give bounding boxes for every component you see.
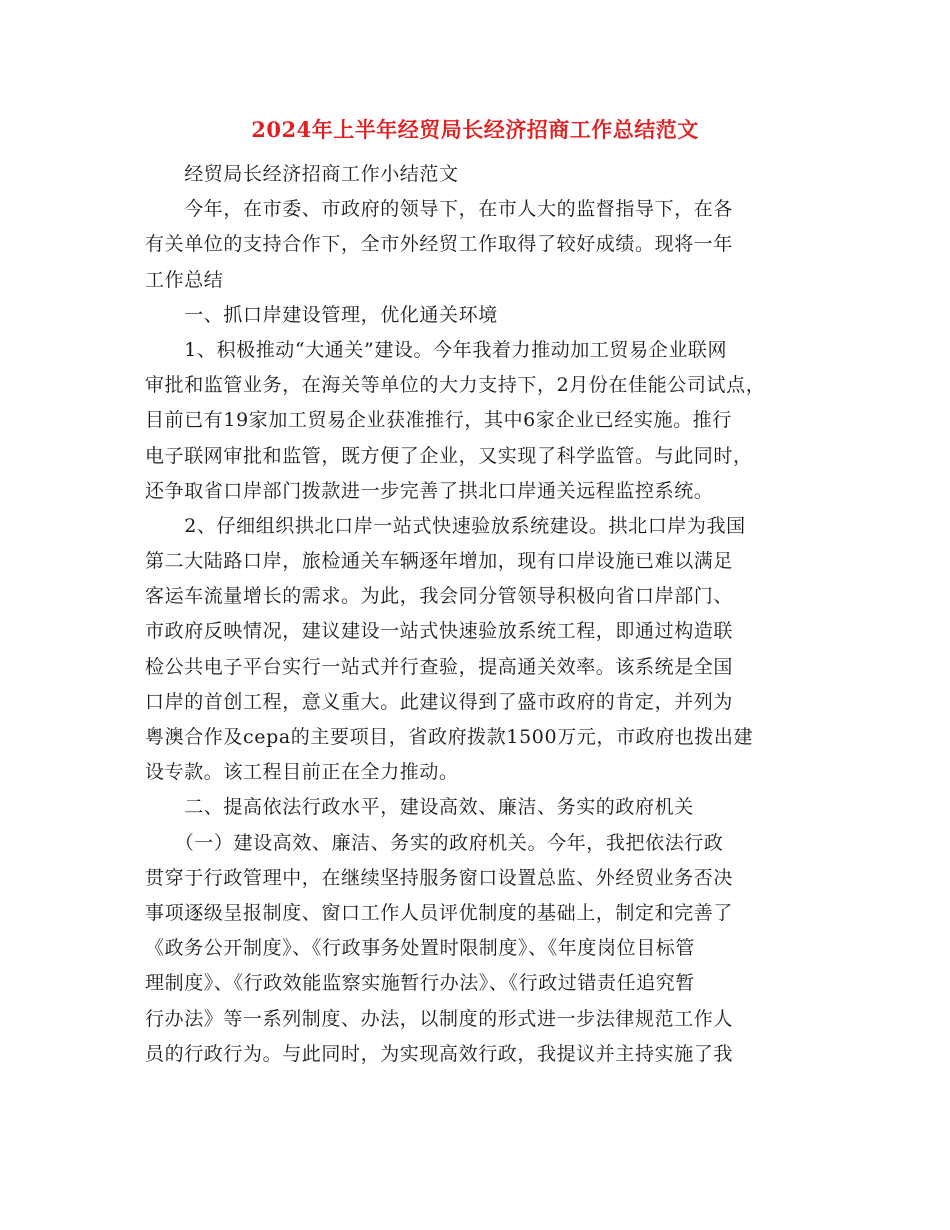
paragraph-line: 2、仔细组织拱北口岸一站式快速验放系统建设。拱北口岸为我国: [145, 514, 746, 537]
paragraph-line: 理制度》、《行政效能监察实施暂行办法》、《行政过错责任追究暂: [145, 972, 696, 995]
paragraph-line: 客运车流量增长的需求。为此，我会同分管领导积极向省口岸部门、: [145, 585, 734, 608]
paragraph-line: 电子联网审批和监管，既方便了企业，又实现了科学监管。与此同时，: [145, 444, 753, 467]
paragraph-line: 员的行政行为。与此同时，为实现高效行政，我提议并主持实施了我: [145, 1042, 734, 1065]
paragraph-line: 经贸局长经济招商工作小结范文: [145, 163, 459, 185]
paragraph-line: 工作总结: [145, 268, 224, 291]
paragraph-line: 一、抓口岸建设管理，优化通关环境: [145, 303, 498, 326]
paragraph-line: 粤澳合作及cepa的主要项目，省政府拨款1500万元，市政府也拨出建: [145, 726, 754, 748]
paragraph-line: 事项逐级呈报制度、窗口工作人员评优制度的基础上，制定和完善了: [145, 901, 734, 924]
paragraph-line: 有关单位的支持合作下，全市外经贸工作取得了较好成绩。现将一年: [145, 233, 734, 256]
paragraph-line: 口岸的首创工程，意义重大。此建议得到了盛市政府的肯定，并列为: [145, 690, 734, 713]
paragraph-line: 贯穿于行政管理中，在继续坚持服务窗口设置总监、外经贸业务否决: [145, 866, 734, 889]
paragraph-line: 二、提高依法行政水平，建设高效、廉洁、务实的政府机关: [145, 796, 694, 819]
paragraph-line: 检公共电子平台实行一站式并行查验，提高通关效率。该系统是全国: [145, 655, 734, 678]
paragraph-line: 第二大陆路口岸，旅检通关车辆逐年增加，现有口岸设施已难以满足: [145, 550, 734, 573]
paragraph-line: 目前已有19家加工贸易企业获准推行，其中6家企业已经实施。推行: [145, 409, 732, 432]
paragraph-line: 审批和监管业务，在海关等单位的大力支持下，2月份在佳能公司试点，: [145, 374, 766, 397]
paragraph-line: 还争取省口岸部门拨款进一步完善了拱北口岸通关远程监控系统。: [145, 479, 714, 502]
paragraph-line: 《政务公开制度》、《行政事务处置时限制度》、《年度岗位目标管: [145, 937, 696, 960]
paragraph-line: 行办法》等一系列制度、办法，以制度的形式进一步法律规范工作人: [145, 1007, 734, 1030]
document-title: 2024年上半年经贸局长经济招商工作总结范文: [251, 117, 699, 142]
paragraph-line: 市政府反映情况，建议建设一站式快速验放系统工程，即通过构造联: [145, 620, 734, 643]
paragraph-line: （一）建设高效、廉洁、务实的政府机关。今年，我把依法行政: [145, 831, 724, 854]
document-body: [145, 157, 805, 1072]
paragraph-line: 今年，在市委、市政府的领导下，在市人大的监督指导下，在各: [145, 198, 734, 221]
paragraph-line: 1、积极推动“大通关”建设。今年我着力推动加工贸易企业联网: [145, 338, 728, 361]
paragraph-line: 设专款。该工程目前正在全力推动。: [145, 761, 459, 784]
